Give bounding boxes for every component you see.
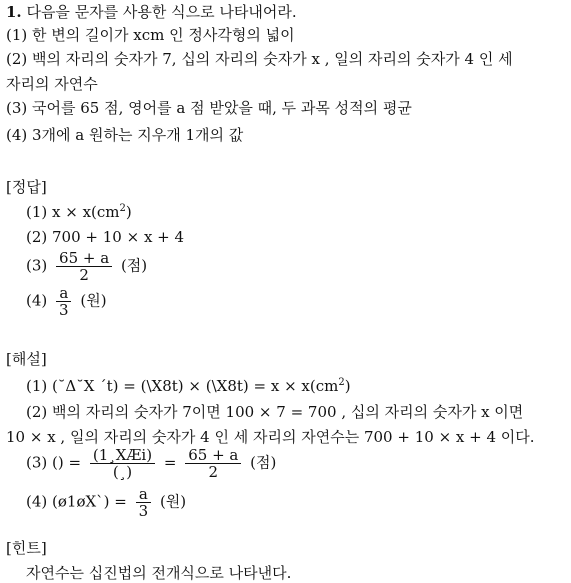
answer-1-exponent: 2: [119, 203, 126, 214]
answer-3: [26, 250, 147, 283]
problem-item-4: (4) 3개에 a 원하는 지우개 1개의 값: [6, 126, 244, 144]
explanation-1: [26, 376, 351, 396]
explanation-1-text: (1) (˘Δ˘X ´t) = (\X8t) × (\X8t) = x × x(cm: [26, 377, 339, 395]
problem-title: [6, 2, 297, 22]
explanation-1-exponent: 2: [338, 377, 345, 388]
answer-3-numerator: 65 + a: [56, 250, 112, 267]
hint-text: 자연수는 십진법의 전개식으로 나타낸다.: [26, 564, 292, 582]
problem-item-2-cont: 자리의 자연수: [6, 75, 98, 93]
answer-4: [26, 285, 107, 318]
problem-number: 1.: [6, 3, 22, 21]
answer-3-label: (3): [26, 256, 48, 275]
answer-3-denominator: 2: [79, 266, 89, 284]
explanation-2b: 10 × x , 일의 자리의 숫자가 4 인 세 자리의 자연수는 700 + 10 × x + 4 이다.: [6, 428, 535, 446]
answer-4-denominator: 3: [59, 301, 69, 319]
explanation-3-label: (3) () =: [26, 453, 82, 472]
answer-1: [26, 202, 132, 222]
answer-3-fraction: [56, 250, 112, 283]
explanation-2a: (2) 백의 자리의 숫자가 7이면 100 × 7 = 700 , 십의 자리의 숫자가 x 이면: [26, 403, 524, 421]
explanation-4-fraction: [136, 486, 152, 519]
answer-4-label: (4): [26, 291, 48, 310]
answer-header: [정답]: [6, 178, 47, 196]
explanation-3: [26, 447, 276, 480]
answer-4-unit: (원): [80, 291, 107, 310]
problem-prompt: 다음을 문자를 사용한 식으로 나타내어라.: [26, 3, 297, 21]
problem-item-1: (1) 한 변의 길이가 xcm 인 정사각형의 넓이: [6, 26, 295, 44]
explanation-3-fraction-1: [90, 447, 155, 480]
explanation-3-fraction-2: [185, 447, 241, 480]
explanation-4-unit: (원): [159, 492, 187, 511]
explanation-3-denominator-1: (¸): [112, 463, 133, 481]
answer-4-fraction: [56, 285, 72, 318]
explanation-3-unit: (점): [250, 453, 277, 472]
answer-2: (2) 700 + 10 × x + 4: [26, 228, 185, 246]
hint-header: [힌트]: [6, 539, 47, 557]
answer-4-numerator: a: [56, 285, 71, 302]
problem-item-2: (2) 백의 자리의 숫자가 7, 십의 자리의 숫자가 x , 일의 자리의 숫자가 4 인 세: [6, 50, 513, 68]
explanation-1-close: ): [344, 377, 351, 395]
explanation-4-label: (4) (ø1øX`) =: [26, 492, 127, 511]
explanation-4-denominator: 3: [138, 502, 149, 520]
explanation-3-numerator-1: (1¸XÆi): [90, 447, 155, 464]
explanation-4-numerator: a: [136, 486, 151, 503]
explanation-3-denominator-2: 2: [208, 463, 219, 481]
answer-1-text: (1) x × x(cm: [26, 203, 120, 221]
problem-item-3: (3) 국어를 65 점, 영어를 a 점 받았을 때, 두 과목 성적의 평균: [6, 99, 412, 117]
explanation-4: [26, 486, 186, 519]
explanation-3-equals: =: [163, 453, 177, 472]
explanation-3-numerator-2: 65 + a: [185, 447, 241, 464]
explanation-header: [해설]: [6, 350, 47, 368]
answer-3-unit: (점): [120, 256, 148, 275]
answer-1-close: ): [125, 203, 132, 221]
